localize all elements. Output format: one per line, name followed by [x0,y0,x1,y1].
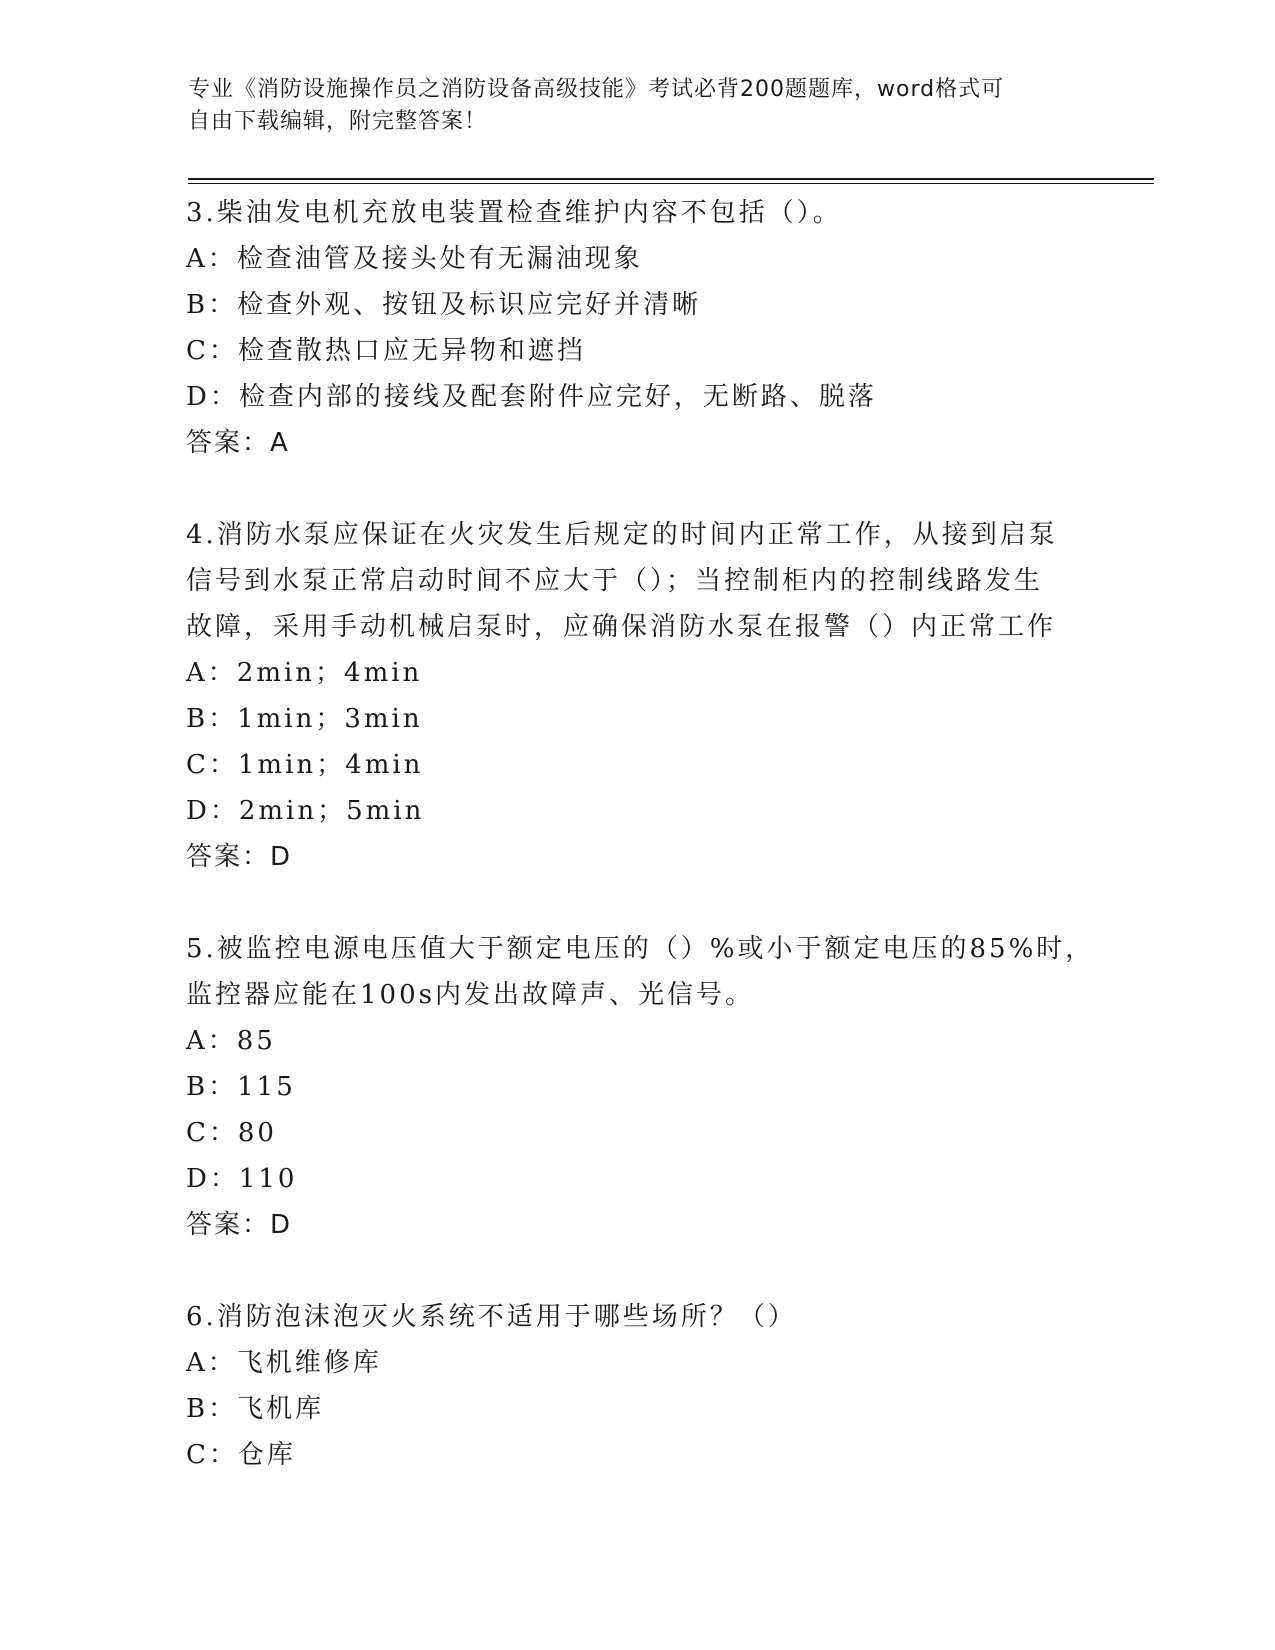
header-divider-thin [188,183,1154,184]
answer: 答案：D [186,842,293,872]
question-stem: 3.柴油发电机充放电装置检查维护内容不包括（）。 [186,198,842,228]
option-a: A：85 [186,1026,276,1056]
option-b: B：飞机库 [186,1394,325,1424]
header-line: 自由下载编辑，附完整答案！ [188,109,488,134]
question-stem: 6.消防泡沫泡灭火系统不适用于哪些场所？（） [186,1302,797,1332]
option-a: A：2min；4min [186,658,423,688]
option-c: C：检查散热口应无异物和遮挡 [186,336,586,366]
question-5 [186,926,1095,1248]
option-d: D：110 [186,1164,298,1194]
option-d: D：检查内部的接线及配套附件应完好，无断路、脱落 [186,382,877,412]
question-3 [186,190,1086,466]
answer: 答案：A [186,428,290,458]
option-b: B：115 [186,1072,296,1102]
question-stem: 监控器应能在100s内发出故障声、光信号。 [186,980,754,1010]
option-b: B：1min；3min [186,704,423,734]
header-line: 专业《消防设施操作员之消防设备高级技能》考试必背200题题库，word格式可 [188,77,1005,102]
question-6 [186,1294,1086,1478]
question-stem: 4.消防水泵应保证在火灾发生后规定的时间内正常工作，从接到启泵 [186,520,1058,550]
answer: 答案：D [186,1210,293,1240]
option-a: A：飞机维修库 [186,1348,382,1378]
option-c: C：1min；4min [186,750,424,780]
option-b: B：检查外观、按钮及标识应完好并清晰 [186,290,702,320]
header-divider-thick [188,178,1154,180]
option-d: D：2min；5min [186,796,425,826]
question-list [186,190,1095,1524]
option-c: C：仓库 [186,1440,296,1470]
document-header [188,74,1068,138]
question-stem: 故障，采用手动机械启泵时，应确保消防水泵在报警（）内正常工作 [186,612,1057,642]
question-stem: 信号到水泵正常启动时间不应大于（）；当控制柜内的控制线路发生 [186,566,1044,596]
option-c: C：80 [186,1118,277,1148]
question-4 [186,512,1086,880]
question-stem: 5.被监控电源电压值大于额定电压的（）%或小于额定电压的85%时， [186,934,1095,964]
option-a: A：检查油管及接头处有无漏油现象 [186,244,643,274]
